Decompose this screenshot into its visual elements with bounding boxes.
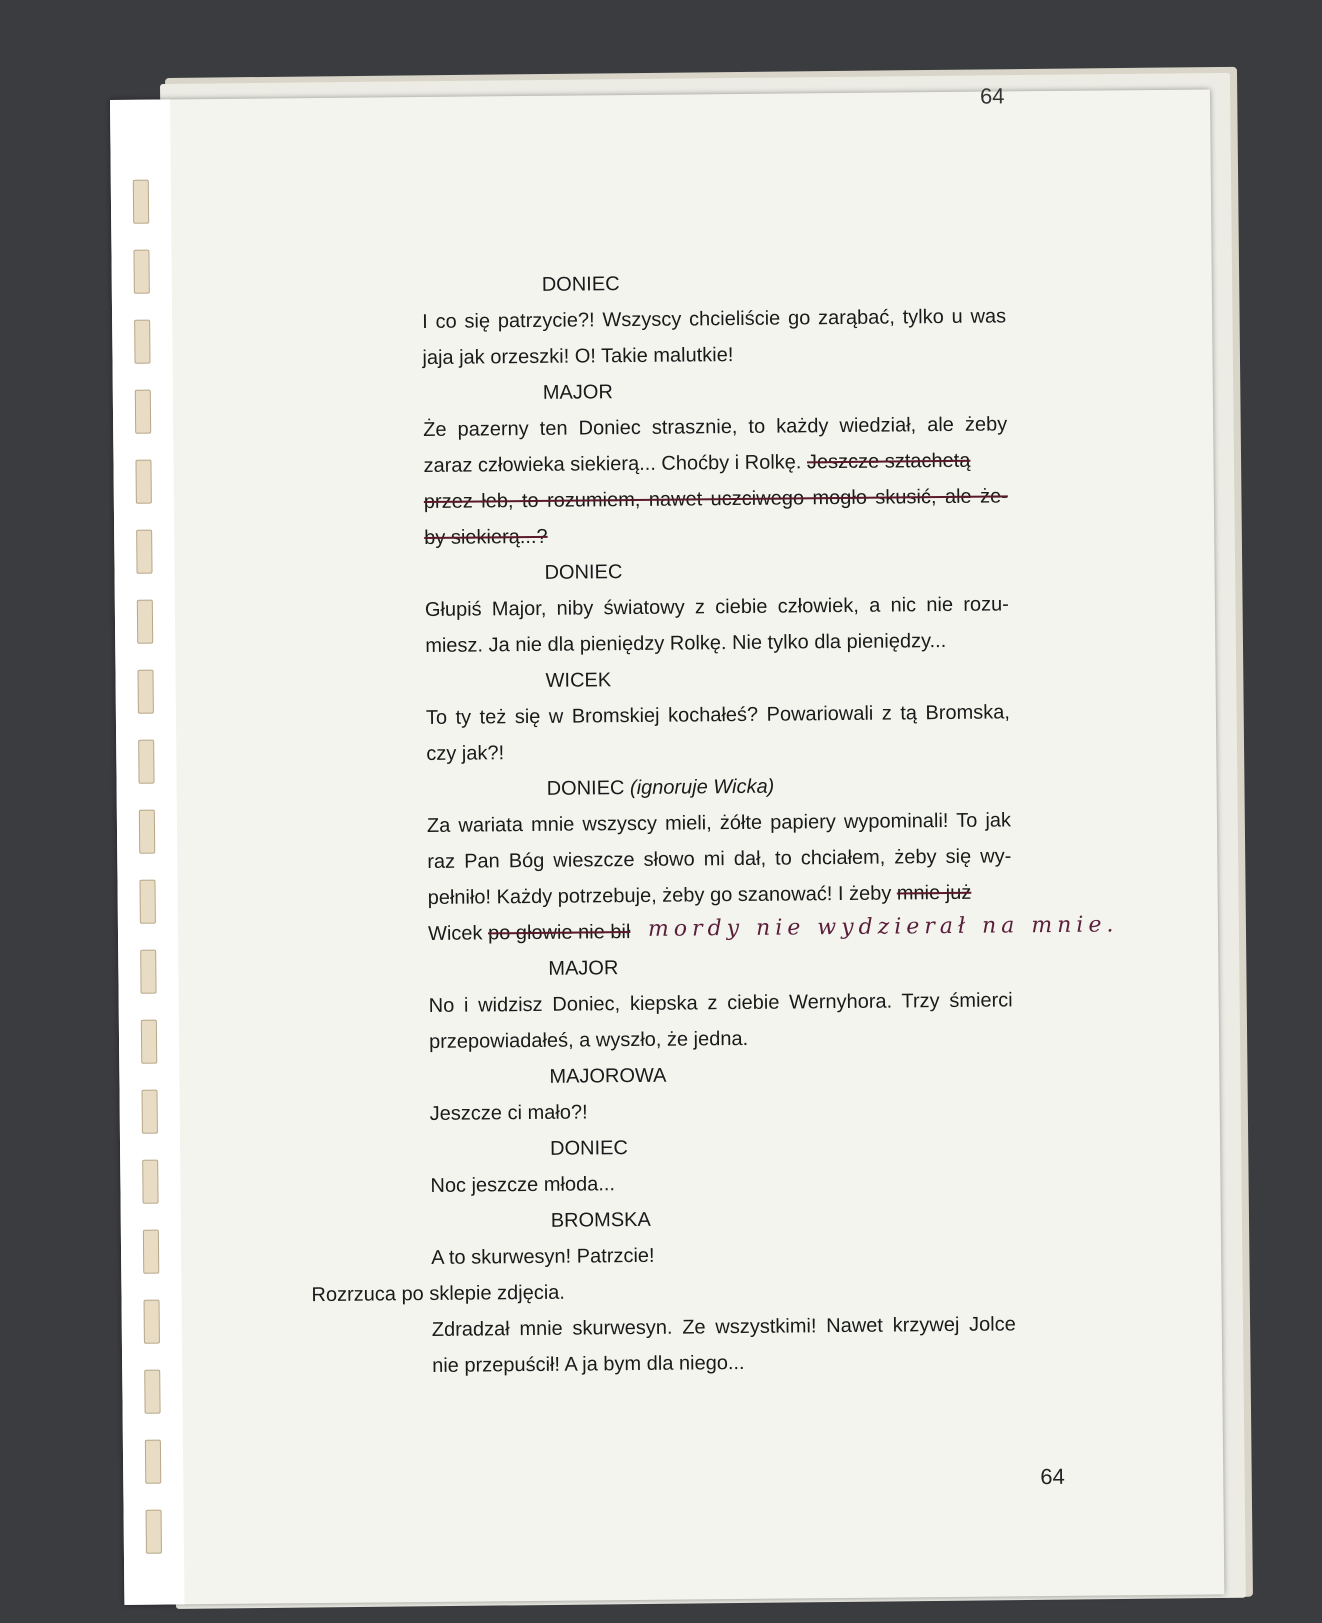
dialogue-line: Noc jeszcze młoda... (430, 1173, 616, 1197)
dialogue-line: miesz. Ja nie dla pieniędzy Rolkę. Nie tylko dla pieniędzy... (425, 629, 947, 657)
speaker-name: MAJOROWA (549, 1064, 667, 1088)
cut-off-page-number: 64 (979, 83, 1005, 109)
struck-text: po głowie nie bił (487, 921, 631, 945)
speaker-name: WICEK (545, 669, 612, 692)
dialogue-line: Zdradzał mnie skurwesyn. Ze wszystkimi! Nawet krzywej Jolce (431, 1313, 1016, 1341)
dialogue-line (423, 450, 970, 478)
dialogue-line: Że pazerny ten Doniec strasznie, to każdy wiedział, ale żeby (423, 413, 1008, 442)
speaker-name: DONIEC (549, 1137, 628, 1160)
dialogue-line: czy jak?! (426, 742, 505, 765)
struck-line: przez łeb, to rozumiem, nawet uczciwego mogło skusić, ale że- (423, 485, 1008, 514)
speaker-label: DONIEC (546, 777, 625, 800)
struck-text: Jeszcze sztachetą (806, 449, 971, 474)
dialogue-line: przepowiadałeś, a wyszło, że jedna. (428, 1027, 749, 1053)
dialogue-line: Głupiś Major, niby światowy z ciebie człowiek, a nic nie rozu- (424, 593, 1009, 622)
dialogue-line: Za wariata mnie wszyscy mieli, żółte papiery wypominali! To jak (426, 809, 1012, 837)
dialogue-text: Wicek (427, 922, 483, 945)
script-page (110, 83, 1224, 1604)
struck-line: by siekierą...? (424, 525, 548, 550)
script-text (110, 89, 1224, 1604)
speaker-name: MAJOR (548, 957, 619, 980)
speaker-name: DONIEC (544, 561, 623, 584)
speaker-name (547, 776, 775, 801)
stage-direction-line: Rozrzuca po sklepie zdjęcia. (311, 1281, 566, 1307)
dialogue-line (428, 921, 631, 946)
speaker-name: BROMSKA (550, 1208, 651, 1232)
dialogue-line: No i widzisz Doniec, kiepska z ciebie Wernyhora. Trzy śmierci (428, 989, 1013, 1017)
speaker-name: MAJOR (542, 381, 613, 404)
dialogue-line: raz Pan Bóg wieszcze słowo mi dał, to chciałem, żeby się wy- (427, 845, 1012, 873)
speaker-name: DONIEC (541, 273, 620, 296)
page-number: 64 (1040, 1463, 1065, 1490)
dialogue-line: Jeszcze ci mało?! (429, 1101, 588, 1125)
dialogue-text: zaraz człowieka siekierą... Choćby i Rolkę. (423, 451, 802, 478)
dialogue-line: A to skurwesyn! Patrzcie! (431, 1244, 655, 1269)
dialogue-line: I co się patrzycie?! Wszyscy chcieliście go zarąbać, tylko u was (422, 305, 1007, 334)
dialogue-line: To ty też się w Bromskiej kochałeś? Powariowali z tą Bromska, (425, 701, 1011, 729)
struck-text: mnie już (896, 881, 972, 905)
dialogue-text: pełniło! Każdy potrzebuje, żeby go szanować! I żeby (427, 882, 892, 909)
dialogue-line: jaja jak orzeszki! O! Takie malutkie! (422, 344, 734, 370)
stage-direction: (ignoruje Wicka) (629, 775, 775, 800)
dialogue-line (428, 882, 972, 910)
dialogue-line: nie przepuścił! A ja bym dla niego... (432, 1351, 745, 1377)
handwritten-annotation: mordy nie wydzierał na mnie. (647, 912, 1119, 942)
